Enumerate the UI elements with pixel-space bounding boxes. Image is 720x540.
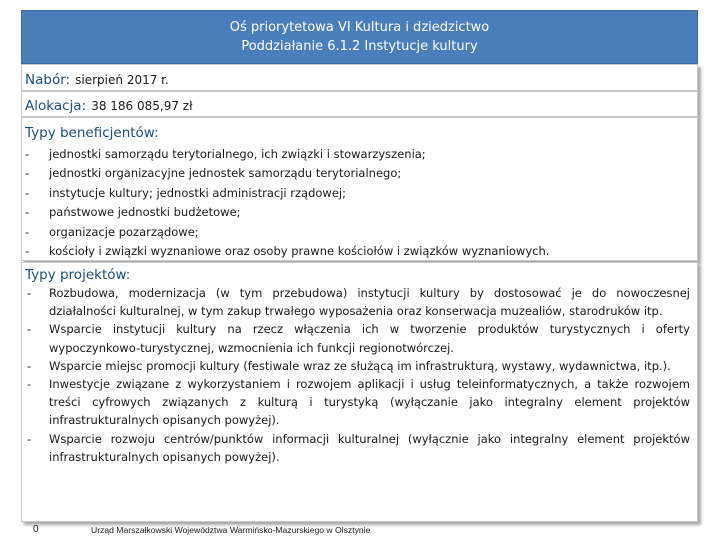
nabor-value: sierpień 2017 r. [75, 73, 169, 87]
list-item: - Inwestycje związane z wykorzystaniem i rozwojem aplikacji i usług teleinformatycznych, a także rozwojem treści cyfrowych związanych z kulturą i turystyką (wyłączanie jako integralny element projektów infrastrukturalnych opisanych powyżej). [27, 377, 690, 428]
list-item: - organizacje pozarządowe; [22, 223, 697, 242]
beneficiary-types-title: Typy beneficjentów: [25, 125, 159, 141]
beneficiary-list [22, 145, 697, 261]
list-item: - państwowe jednostki budżetowe; [22, 203, 697, 222]
project-types-title: Typy projektów: [25, 267, 131, 283]
bullet-dash: - [27, 377, 32, 392]
bullet-dash: - [27, 286, 32, 300]
alokacja-label: Alokacja: [25, 98, 87, 114]
list-item: - jednostki samorządu terytorialnego, ich związki i stowarzyszenia; [22, 145, 697, 164]
list-item: - kościoły i związki wyznaniowe oraz osoby prawne kościołów i związków wyznaniowych. [22, 242, 697, 261]
list-item: - Rozbudowa, modernizacja (w tym przebudowa) instytucji kultury by dostosować je do nowoczesnej działalności kulturalnej, w tym zakup trwałego wyposażenia oraz konserwacja muzealiów, starodruków itp. [27, 286, 690, 319]
slide-footer [0, 522, 720, 540]
institution-name: Urząd Marszałkowski Województwa Warmińsko-Mazurskiego w Olsztynie [91, 525, 371, 535]
alokacja-value: 38 186 085,97 zł [91, 99, 193, 113]
bullet-dash: - [25, 244, 30, 259]
bullet-dash: - [25, 185, 30, 200]
project-types-box [21, 262, 698, 522]
priority-axis-title: Oś priorytetowa VI Kultura i dziedzictwo [229, 20, 490, 35]
nabor-row [21, 64, 698, 91]
bullet-dash: - [25, 166, 30, 181]
bullet-dash: - [25, 224, 30, 239]
bullet-dash: - [27, 358, 32, 373]
bullet-dash: - [27, 322, 32, 337]
list-item: - instytucje kultury; jednostki administracji rządowej; [22, 184, 697, 203]
bullet-dash: - [25, 147, 30, 161]
list-item: - jednostki organizacyjne jednostek samorządu terytorialnego; [22, 164, 697, 183]
nabor-label: Nabór: [25, 72, 71, 88]
page-number: 0 [33, 524, 39, 535]
bullet-dash: - [27, 431, 32, 446]
beneficiary-types-box [21, 117, 698, 261]
bullet-dash: - [25, 205, 30, 220]
list-item: - Wsparcie instytucji kultury na rzecz włączenia ich w tworzenie produktów turystycznych i oferty wypoczynkowo-turystycznej, wzmocnienia ich funkcji regionotwórczej. [27, 322, 690, 355]
project-list [22, 284, 697, 466]
sub-measure-title: Poddziałanie 6.1.2 Instytucje kultury [241, 39, 478, 54]
alokacja-row [21, 91, 698, 117]
slide-header [21, 10, 698, 64]
list-item: - Wsparcie miejsc promocji kultury (festiwale wraz ze służącą im infrastrukturą, wystawy, wydawnictwa, itp.). [22, 357, 697, 375]
list-item: - Wsparcie rozwoju centrów/punktów informacji kulturalnej (wyłącznie jako integralny element projektów infrastrukturalnych opisanych powyżej). [27, 431, 690, 464]
